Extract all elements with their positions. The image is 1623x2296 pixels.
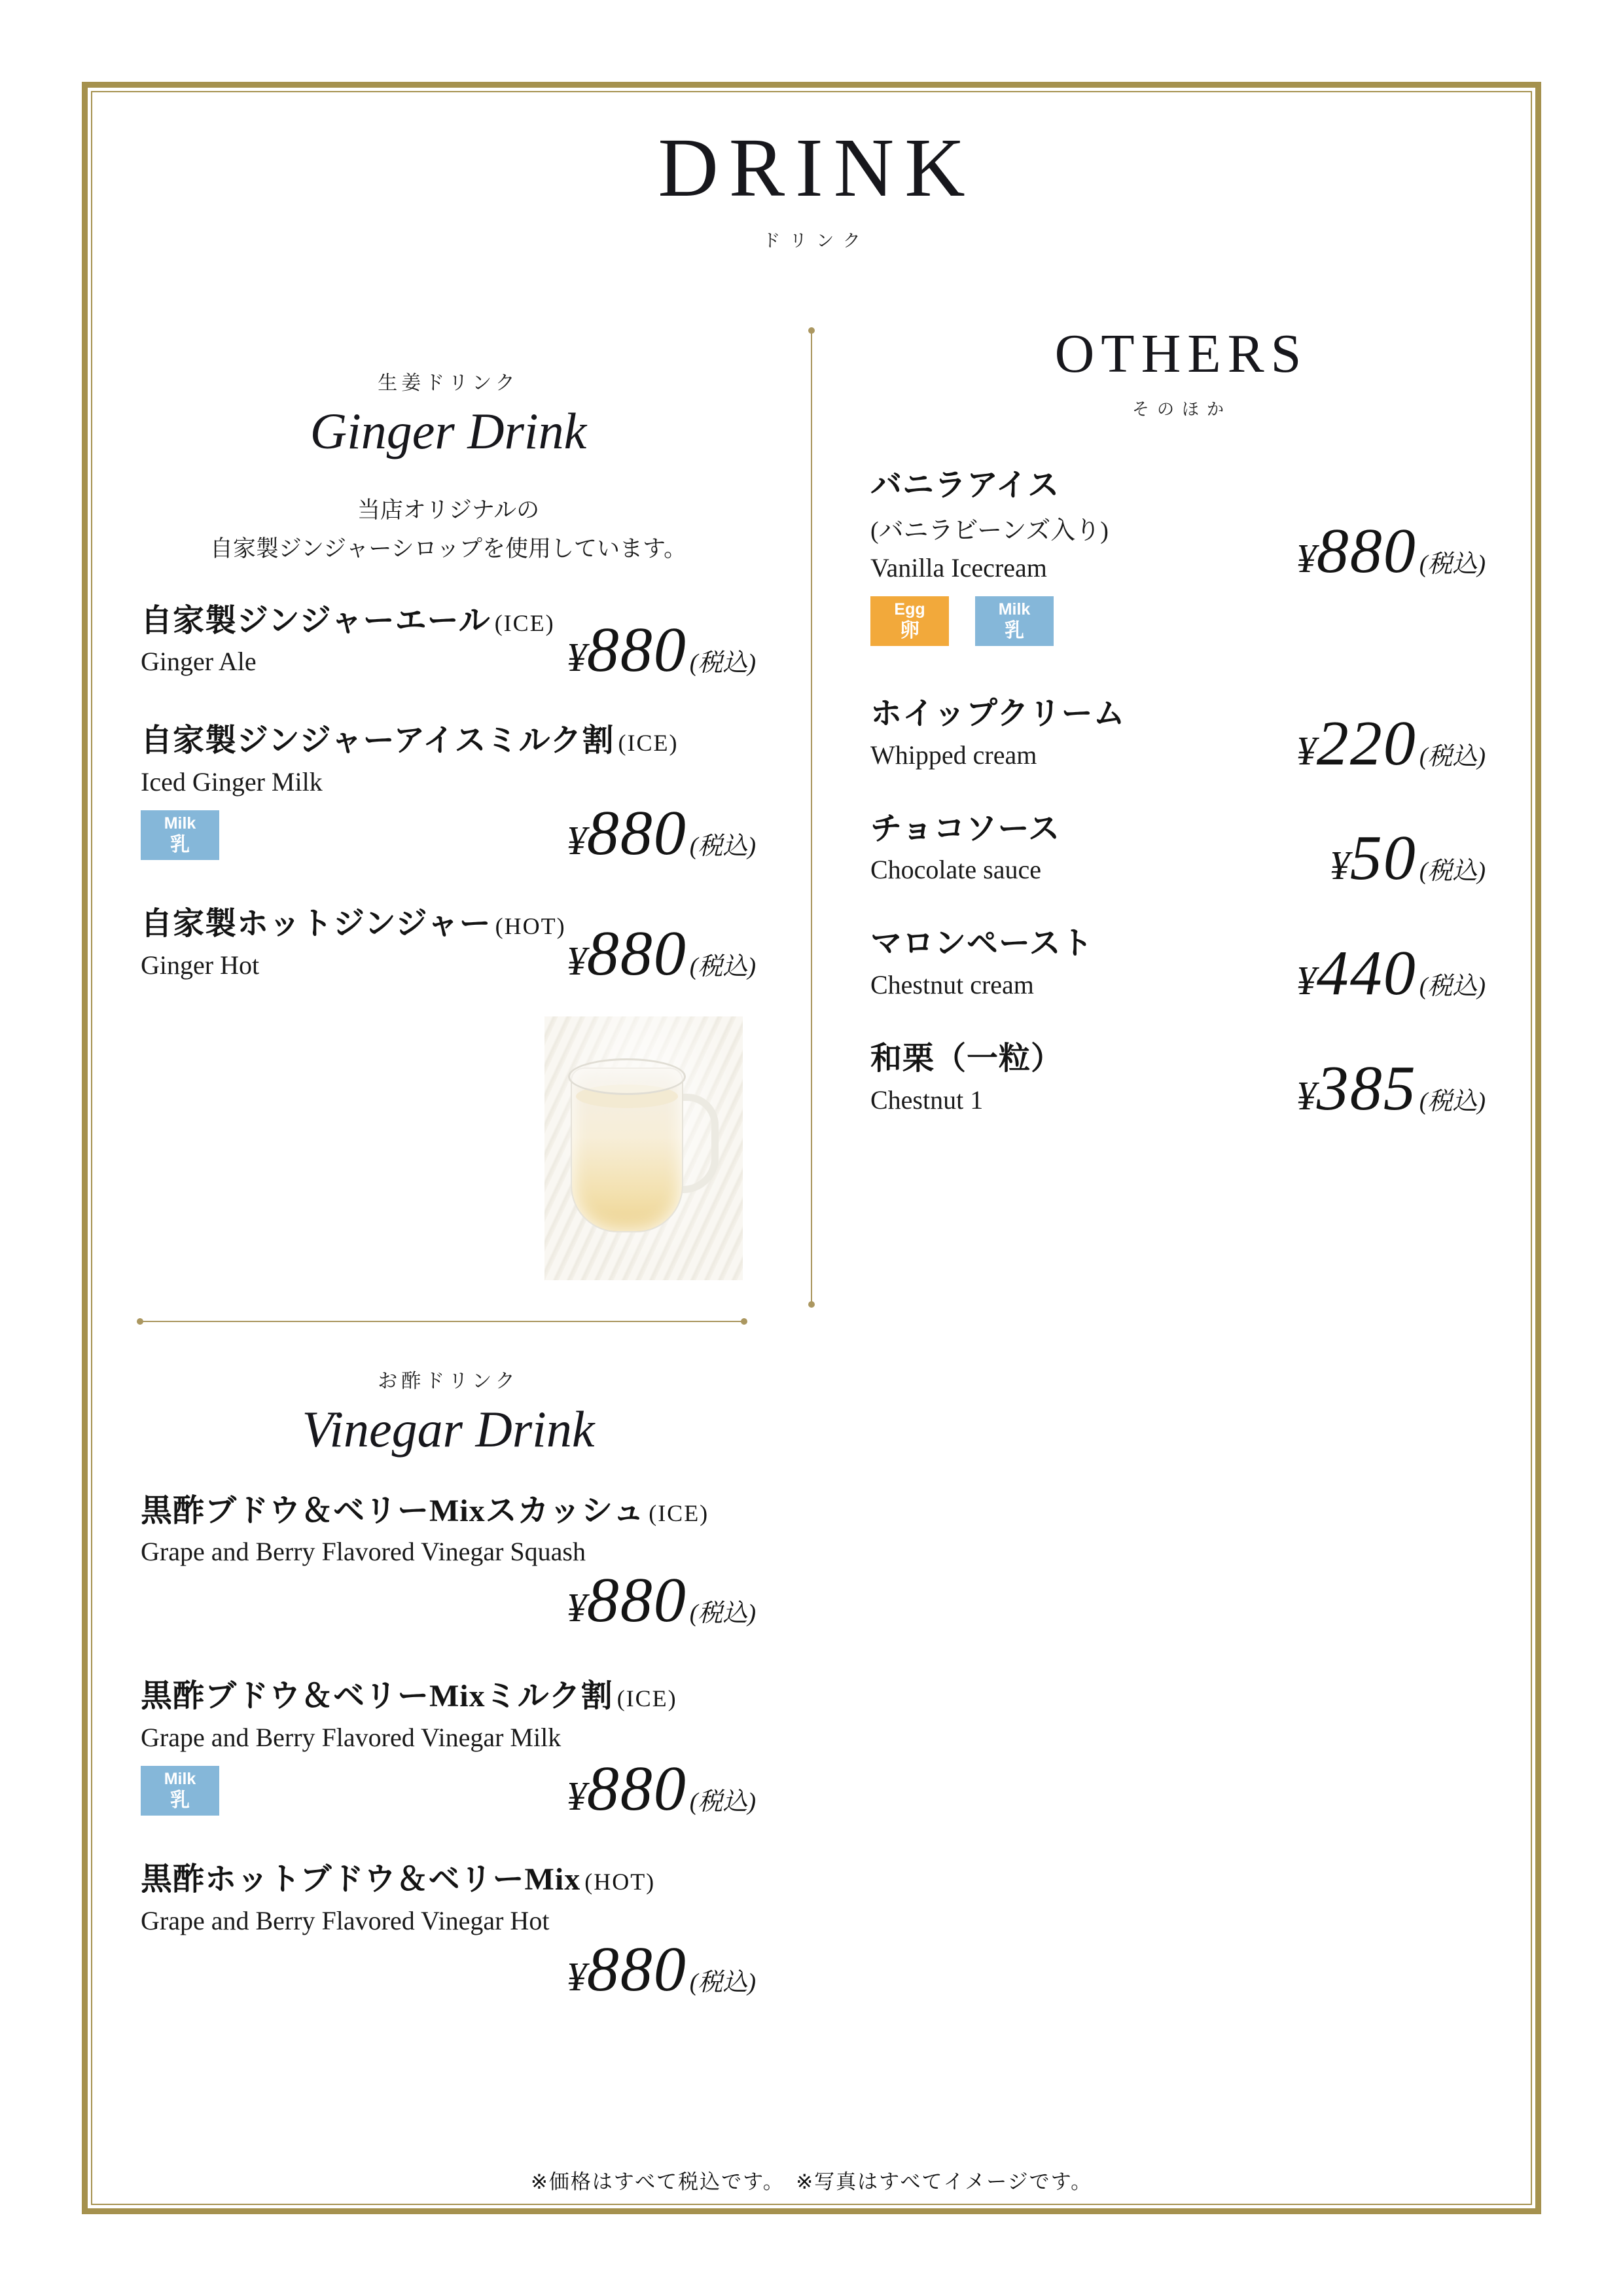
tax-included-label: (税込)	[1419, 857, 1486, 886]
item-price	[566, 1933, 756, 2005]
item-price	[1296, 516, 1486, 587]
others-label-en: OTHERS	[1054, 323, 1308, 384]
tax-included-label: (税込)	[689, 1600, 756, 1628]
section-vinegar-drink	[141, 1365, 756, 2047]
menu-item	[870, 696, 1486, 779]
price-amount: 220	[1316, 708, 1417, 779]
price-amount: 880	[586, 1565, 687, 1636]
others-item-list	[870, 467, 1486, 1124]
price-amount: 880	[586, 797, 687, 869]
menu-item	[141, 1493, 756, 1636]
item-name-en: Grape and Berry Flavored Vinegar Squash	[141, 1537, 586, 1567]
drink-photo	[544, 1016, 743, 1280]
menu-item	[141, 723, 756, 869]
page-title: DRINK	[658, 121, 976, 214]
price-amount: 880	[586, 1933, 687, 2005]
page-title-jp: ドリンク	[762, 231, 870, 251]
yen-symbol: ¥	[1329, 844, 1350, 889]
item-name-jp: マロンペースト	[870, 926, 1094, 961]
vinegar-label-en: Vinegar Drink	[302, 1401, 595, 1458]
item-name-jp: チョコソース	[870, 811, 1061, 846]
item-name-en: Iced Ginger Milk	[141, 766, 323, 797]
egg-allergen-badge: Egg 卵	[870, 596, 949, 646]
tax-included-label: (税込)	[689, 1968, 756, 1996]
tax-included-label: (税込)	[1419, 742, 1486, 770]
item-price	[1329, 823, 1486, 894]
ginger-description: 当店オリジナルの 自家製ジンジャーシロップを使用しています。	[209, 497, 687, 562]
item-price	[566, 1565, 756, 1636]
item-price	[566, 615, 756, 686]
item-name-jp: 黒酢ホットブドウ＆ベリーMix (HOT)	[141, 1861, 656, 1897]
menu-item	[870, 467, 1486, 646]
menu-header	[0, 121, 1623, 252]
item-name-jp: 和栗（一粒）	[870, 1041, 1063, 1076]
milk-allergen-badge: Milk 乳	[975, 596, 1054, 646]
tax-included-label: (税込)	[1419, 1087, 1486, 1115]
glass-mug-illustration	[571, 1067, 683, 1232]
milk-allergen-badge: Milk 乳	[141, 810, 219, 860]
price-amount: 880	[1316, 516, 1417, 587]
ginger-label-en: Ginger Drink	[310, 403, 587, 459]
menu-item	[141, 1678, 756, 1824]
item-name-jp: バニラアイス	[870, 468, 1060, 503]
menu-item	[141, 1861, 756, 2005]
item-name-en: Chocolate sauce	[870, 855, 1041, 885]
section-others	[870, 324, 1486, 1156]
menu-item	[870, 925, 1486, 1009]
item-name-en: Whipped cream	[870, 740, 1037, 770]
item-name-jp: 黒酢ブドウ＆ベリーMixスカッシュ (ICE)	[141, 1493, 709, 1528]
item-note: (バニラビーンズ入り)	[870, 517, 1109, 545]
item-price	[566, 1753, 756, 1824]
yen-symbol: ¥	[566, 636, 587, 681]
yen-symbol: ¥	[1296, 537, 1317, 582]
item-name-jp: 自家製ジンジャーアイスミルク割 (ICE)	[141, 723, 679, 759]
price-amount: 880	[586, 1753, 687, 1824]
item-name-jp: ホイップクリーム	[870, 696, 1126, 732]
tax-included-label: (税込)	[689, 832, 756, 860]
menu-item	[141, 603, 756, 686]
item-name-en: Vanilla Icecream	[870, 553, 1047, 583]
others-label-jp: そのほか	[1132, 400, 1232, 420]
vinegar-item-list	[141, 1493, 756, 2005]
price-amount: 385	[1316, 1052, 1417, 1124]
item-name-en: Ginger Hot	[141, 950, 260, 980]
yen-symbol: ¥	[566, 818, 587, 863]
item-price	[1296, 1052, 1486, 1124]
ginger-item-list	[141, 603, 756, 989]
yen-symbol: ¥	[566, 939, 587, 984]
ginger-vinegar-divider	[139, 1321, 745, 1322]
menu-item	[870, 811, 1486, 894]
tax-included-label: (税込)	[1419, 972, 1486, 1000]
yen-symbol: ¥	[1296, 728, 1317, 774]
yen-symbol: ¥	[566, 1774, 587, 1819]
allergen-badges	[870, 596, 1486, 646]
item-price	[566, 797, 756, 869]
item-price	[1296, 937, 1486, 1009]
tax-included-label: (税込)	[689, 649, 756, 677]
price-amount: 880	[586, 615, 687, 686]
price-amount: 880	[586, 918, 687, 989]
menu-item	[141, 906, 756, 989]
vinegar-label-jp: お酢ドリンク	[378, 1371, 519, 1392]
yen-symbol: ¥	[566, 1586, 587, 1631]
footer-note: ※価格はすべて税込です。 ※写真はすべてイメージです。	[530, 2170, 1093, 2193]
tax-included-label: (税込)	[689, 952, 756, 980]
yen-symbol: ¥	[1296, 958, 1317, 1003]
item-name-jp: 自家製ホットジンジャー (HOT)	[141, 906, 566, 941]
yen-symbol: ¥	[1296, 1073, 1317, 1119]
column-divider	[811, 331, 812, 1304]
price-amount: 50	[1349, 823, 1417, 894]
item-name-en: Grape and Berry Flavored Vinegar Milk	[141, 1722, 562, 1752]
price-amount: 440	[1316, 937, 1417, 1009]
item-name-jp: 自家製ジンジャーエール (ICE)	[141, 603, 555, 638]
menu-item	[870, 1041, 1486, 1124]
item-name-en: Grape and Berry Flavored Vinegar Hot	[141, 1905, 550, 1935]
section-ginger-drink	[141, 367, 756, 1026]
yen-symbol: ¥	[566, 1954, 587, 2000]
tax-included-label: (税込)	[689, 1787, 756, 1816]
tax-included-label: (税込)	[1419, 550, 1486, 579]
item-price	[566, 918, 756, 989]
item-name-en: Chestnut cream	[870, 969, 1034, 999]
ginger-label-jp: 生姜ドリンク	[378, 372, 519, 394]
item-name-en: Chestnut 1	[870, 1085, 984, 1115]
item-name-jp: 黒酢ブドウ＆ベリーMixミルク割 (ICE)	[141, 1679, 677, 1714]
item-name-en: Ginger Ale	[141, 647, 257, 677]
milk-allergen-badge: Milk 乳	[141, 1766, 219, 1816]
item-price	[1296, 708, 1486, 779]
